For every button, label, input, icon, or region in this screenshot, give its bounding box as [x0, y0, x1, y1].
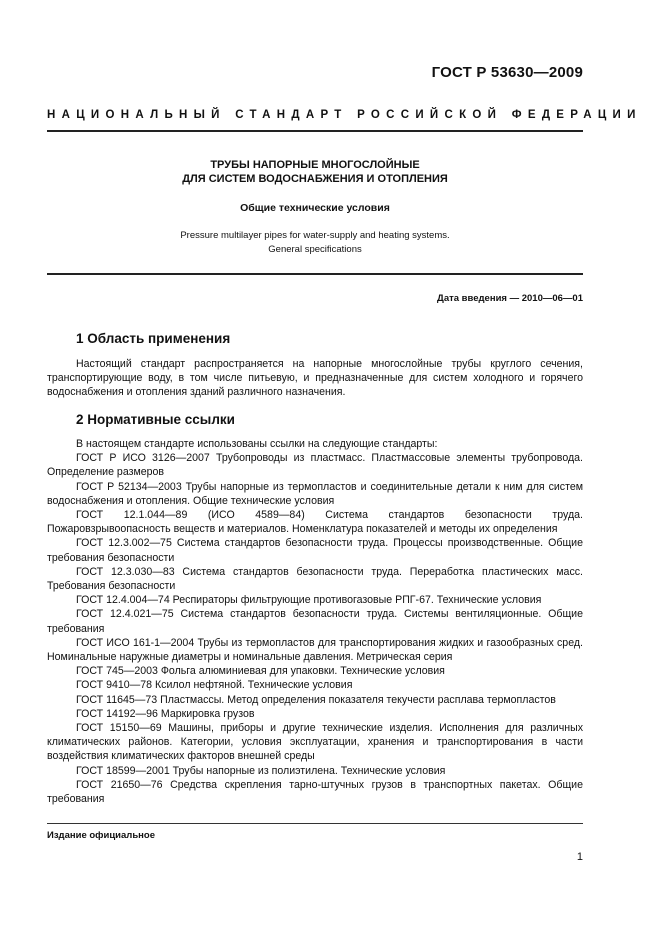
reference-item: ГОСТ 12.4.021—75 Система стандартов безопасности труда. Системы вентиляционные. Общие требования: [47, 608, 583, 635]
document-number: ГОСТ Р 53630—2009: [431, 64, 583, 81]
section-1-paragraph: Настоящий стандарт распространяется на напорные многослойные трубы круглого сечения, транспортирующие воду, в том числе питьевую, и предназначенные для систем холодного и горячего водоснабжения и отопления зданий различного назначения.: [47, 358, 583, 399]
section-1-text: [47, 357, 583, 400]
reference-item: ГОСТ 12.3.030—83 Система стандартов безопасности труда. Переработка пластических масс. Требования безопасности: [47, 565, 583, 593]
reference-item: ГОСТ ИСО 161-1—2004 Трубы из термопластов для транспортирования жидких и газообразных сред. Номинальные наружные диаметры и номинальные давления. Метрическая серия: [47, 636, 583, 664]
document-subtitle: Общие технические условия: [240, 202, 390, 214]
introduction-date: Дата введения — 2010—06—01: [437, 293, 583, 304]
reference-item: ГОСТ 745—2003 Фольга алюминиевая для упаковки. Технические условия: [76, 665, 445, 678]
reference-item: ГОСТ 15150—69 Машины, приборы и другие технические изделия. Исполнения для различных климатических районов. Категории, условия эксплуатации, хранения и транспортирования в части воздействия климатических факторов внешней среды: [47, 722, 583, 763]
reference-item: ГОСТ 21650—76 Средства скрепления тарно-штучных грузов в транспортных пакетах. Общие требования: [47, 778, 583, 806]
reference-item: ГОСТ 12.1.044—89 (ИСО 4589—84) Система стандартов безопасности труда. Пожаровзрывоопасность веществ и материалов. Номенклатура показателей и методы их определения: [47, 509, 583, 536]
english-title-line-2: General specifications: [268, 244, 362, 255]
references-list: [47, 437, 583, 806]
reference-item: ГОСТ 9410—78 Ксилол нефтяной. Технические условия: [76, 679, 353, 692]
references-intro: В настоящем стандарте использованы ссылки на следующие стандарты:: [76, 438, 438, 450]
footer-divider: [47, 823, 583, 824]
section-1-heading: 1 Область применения: [76, 331, 231, 346]
english-title: [47, 229, 583, 257]
standard-banner: НАЦИОНАЛЬНЫЙ СТАНДАРТ РОССИЙСКОЙ ФЕДЕРАЦИИ: [47, 109, 642, 121]
title-divider: [47, 273, 583, 275]
reference-item: ГОСТ Р ИСО 3126—2007 Трубопроводы из пластмасс. Пластмассовые элементы трубопровода. Определение размеров: [47, 452, 583, 479]
banner-divider: [47, 130, 583, 132]
reference-item: ГОСТ 12.4.004—74 Респираторы фильтрующие противогазовые РПГ-67. Технические условия: [76, 594, 542, 607]
title-line-1: ТРУБЫ НАПОРНЫЕ МНОГОСЛОЙНЫЕ: [210, 159, 420, 171]
reference-item: ГОСТ 11645—73 Пластмассы. Метод определения показателя текучести расплава термопластов: [76, 693, 556, 706]
reference-item: ГОСТ 14192—96 Маркировка грузов: [76, 707, 255, 720]
english-title-line-1: Pressure multilayer pipes for water-supply and heating systems.: [180, 230, 450, 241]
edition-label: Издание официальное: [47, 830, 155, 841]
reference-item: ГОСТ 18599—2001 Трубы напорные из полиэтилена. Технические условия: [76, 764, 446, 777]
reference-item: ГОСТ Р 52134—2003 Трубы напорные из термопластов и соединительные детали к ним для систем водоснабжения и отопления. Общие технические условия: [47, 480, 583, 507]
reference-item: ГОСТ 12.3.002—75 Система стандартов безопасности труда. Процессы производственные. Общие требования безопасности: [47, 537, 583, 564]
document-title: [47, 158, 583, 186]
page-number: 1: [576, 851, 583, 863]
title-line-2: ДЛЯ СИСТЕМ ВОДОСНАБЖЕНИЯ И ОТОПЛЕНИЯ: [182, 173, 448, 185]
section-2-heading: 2 Нормативные ссылки: [76, 412, 235, 427]
